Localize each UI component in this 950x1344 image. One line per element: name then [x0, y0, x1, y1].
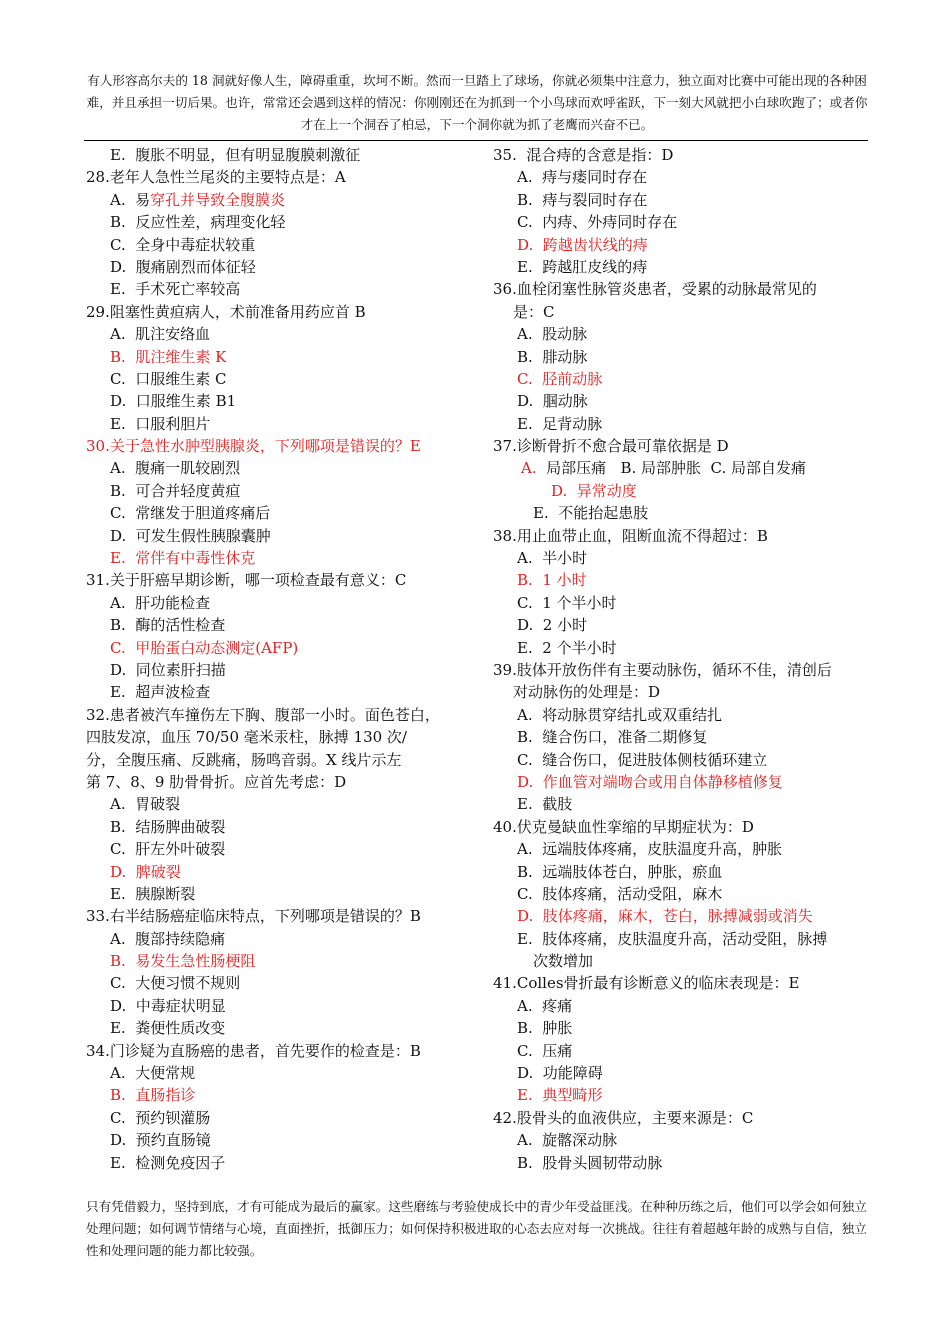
option-line: E. 跨越肛皮线的痔 [517, 257, 648, 276]
option-line: D. 腹痛剧烈而体征轻 [110, 257, 256, 276]
right-column [493, 144, 873, 1174]
option-line: E. 常伴有中毒性休克 [110, 549, 256, 568]
header-quote: 有人形容高尔夫的 18 洞就好像人生，障碍重重，坎坷不断。然而一旦踏上了球场，你就必须集中注意力，独立面对比赛中可能出现的各种困难，并且承担一切后果。也许，常常还会遇到这样的情况：你刚刚还在为抓到一个小鸟球而欢呼雀跃，下一刻大风就把小白球吹跑了；或者你才在上一个洞吞了柏忌，下一个洞你就为抓了老鹰而兴奋不已。 [86, 73, 868, 132]
option-line: C. 甲胎蛋白动态测定(AFP) [110, 638, 299, 657]
option-line: D. 2 小时 [517, 616, 588, 635]
option-line: D. 中毒症状明显 [110, 996, 226, 1015]
answer-highlight: A. [521, 459, 537, 478]
option-line: B. 1 小时 [517, 571, 587, 590]
option-line: C. 胫前动脉 [517, 369, 603, 388]
option-text: 局部压痛 B. 局部肿胀 C. 局部自发痛 [536, 459, 807, 478]
option-line: B. 反应性差，病理变化轻 [110, 213, 286, 232]
option-line: D. 同位素肝扫描 [110, 660, 226, 679]
question-line: 42.股骨头的血液供应，主要来源是：C [493, 1108, 754, 1127]
option-line: E. 超声波检查 [110, 683, 211, 702]
option-line: C. 肝左外叶破裂 [110, 840, 226, 859]
option-line: A. 疼痛 [517, 996, 573, 1015]
question-line: 34.门诊疑为直肠癌的患者，首先要作的检查是：B [86, 1041, 421, 1060]
option-line: B. 直肠指诊 [110, 1086, 196, 1105]
option-line: E. 粪便性质改变 [110, 1019, 226, 1038]
option-line: D. 跨越齿状线的痔 [517, 235, 648, 254]
option-text: A. 易 [110, 190, 151, 209]
option-line: C. 预约钡灌肠 [110, 1108, 211, 1127]
option-line: A. 大便常规 [110, 1064, 196, 1083]
question-line: 32.患者被汽车撞伤左下胸、腹部一小时。面色苍白， [86, 705, 440, 724]
option-line: D. 可发生假性胰腺囊肿 [110, 526, 271, 545]
option-line: B. 肿胀 [517, 1019, 573, 1038]
question-line: 28.老年人急性兰尾炎的主要特点是：A [86, 168, 346, 187]
option-line: A. 肝功能检查 [110, 593, 211, 612]
option-line: D. 腘动脉 [517, 392, 588, 411]
option-line: D. 预约直肠镜 [110, 1131, 211, 1150]
question-line: 29.阻塞性黄疸病人，术前准备用药应首 B [86, 302, 366, 321]
option-line: C. 1 个半小时 [517, 593, 617, 612]
question-line: 38.用止血带止血，阻断血流不得超过：B [493, 526, 768, 545]
option-line: C. 口服维生素 C [110, 369, 227, 388]
question-line: 35. 混合痔的含意是指：D [493, 146, 674, 164]
option-line: C. 缝合伤口，促进肢体侧枝循环建立 [517, 750, 768, 769]
option-line: E. 截肢 [517, 795, 573, 814]
question-line: 第 7、8、9 肋骨骨折。应首先考虑：D [86, 772, 347, 791]
question-line: 37.诊断骨折不愈合最可靠依据是 D [493, 437, 729, 456]
option-line: A. 远端肢体疼痛，皮肤温度升高，肿胀 [517, 840, 783, 859]
question-line: 36.血栓闭塞性脉管炎患者，受累的动脉最常见的 [493, 280, 817, 299]
option-line: A. 将动脉贯穿结扎或双重结扎 [517, 705, 723, 724]
option-line: B. 股骨头圆韧带动脉 [517, 1153, 663, 1172]
header-divider [84, 140, 868, 141]
option-line: E. 不能抬起患肢 [533, 504, 649, 523]
option-line: D. 作血管对端吻合或用自体静移植修复 [517, 772, 783, 791]
option-line: A. 股动脉 [517, 325, 588, 344]
option-line: B. 易发生急性肠梗阻 [110, 952, 256, 971]
option-line: D. 肢体疼痛，麻木，苍白，脉搏减弱或消失 [517, 907, 813, 926]
left-column [86, 144, 466, 1174]
option-line: A. 半小时 [517, 549, 588, 568]
question-line: 是：C [513, 302, 555, 321]
option-line: B. 远端肢体苍白，肿胀，瘀血 [517, 862, 723, 881]
option-line: E. 胰腺断裂 [110, 884, 196, 903]
option-line: C. 大便习惯不规则 [110, 974, 241, 993]
question-line: 分，全腹压痛、反跳痛，肠鸣音弱。X 线片示左 [86, 750, 402, 769]
option-line: B. 可合并轻度黄疸 [110, 481, 241, 500]
option-line: D. 异常动度 [551, 481, 637, 500]
option-line: E. 腹胀不明显，但有明显腹膜刺激征 [110, 146, 361, 164]
option-line: D. 功能障碍 [517, 1064, 603, 1083]
question-line: 41.Colles骨折最有诊断意义的临床表现是：E [493, 974, 800, 993]
option-line: D. 口服维生素 B1 [110, 392, 237, 411]
option-line: C. 全身中毒症状较重 [110, 235, 256, 254]
option-line: C. 内痔、外痔同时存在 [517, 213, 678, 232]
question-line: 39.肢体开放伤伴有主要动脉伤，循环不佳，清创后 [493, 660, 832, 679]
option-line: A. 肌注安络血 [110, 325, 211, 344]
option-line: A. 腹痛一肌较剧烈 [110, 459, 241, 478]
option-line: C. 压痛 [517, 1041, 573, 1060]
option-line: E. 检测免疫因子 [110, 1153, 226, 1172]
option-line: B. 痔与裂同时存在 [517, 190, 648, 209]
option-line [86, 189, 466, 211]
option-line: A. 旋髂深动脉 [517, 1131, 618, 1150]
option-line: A. 胃破裂 [110, 795, 181, 814]
option-line: E. 肢体疼痛，皮肤温度升高，活动受阻，脉搏 [517, 929, 828, 948]
option-line: E. 手术死亡率较高 [110, 280, 241, 299]
footer-quote: 只有凭借毅力，坚持到底，才有可能成为最后的赢家。这些磨练与考验使成长中的青少年受益匪浅。在种种历练之后，他们可以学会如何独立处理问题；如何调节情绪与心境，直面挫折，抵御压力；如何保持积极进取的心态去应对每一次挑战。往往有着超越年龄的成熟与自信，独立性和处理问题的能力都比较强。 [86, 1199, 867, 1258]
question-line: 四肢发凉，血压 70/50 毫米汞柱，脉搏 130 次/ [86, 728, 407, 747]
option-line: A. 腹部持续隐痛 [110, 929, 226, 948]
option-line: E. 口服利胆片 [110, 414, 211, 433]
option-line: C. 常继发于胆道疼痛后 [110, 504, 271, 523]
option-line: E. 2 个半小时 [517, 638, 617, 657]
option-line: B. 酶的活性检查 [110, 616, 226, 635]
option-line: B. 结肠脾曲破裂 [110, 817, 226, 836]
option-line: B. 缝合伤口，准备二期修复 [517, 728, 708, 747]
question-line: 31.关于肝癌早期诊断，哪一项检查最有意义：C [86, 571, 407, 590]
question-line: 对动脉伤的处理是：D [513, 683, 661, 702]
option-line: D. 脾破裂 [110, 862, 181, 881]
option-line: E. 足背动脉 [517, 414, 603, 433]
option-line: E. 典型畸形 [517, 1086, 603, 1105]
option-line: C. 肢体疼痛，活动受阻，麻木 [517, 884, 723, 903]
question-line: 40.伏克曼缺血性挛缩的早期症状为：D [493, 817, 754, 836]
option-line: A. 痔与瘘同时存在 [517, 168, 648, 187]
option-line: 次数增加 [533, 952, 594, 971]
option-line: B. 肌注维生素 K [110, 347, 227, 366]
question-line: 33.右半结肠癌症临床特点，下列哪项是错误的？B [86, 907, 421, 926]
option-line: B. 腓动脉 [517, 347, 588, 366]
answer-highlight: 穿孔并导致全腹膜炎 [150, 190, 286, 209]
question-line: 30.关于急性水肿型胰腺炎，下列哪项是错误的？E [86, 437, 421, 456]
option-line [493, 457, 873, 479]
